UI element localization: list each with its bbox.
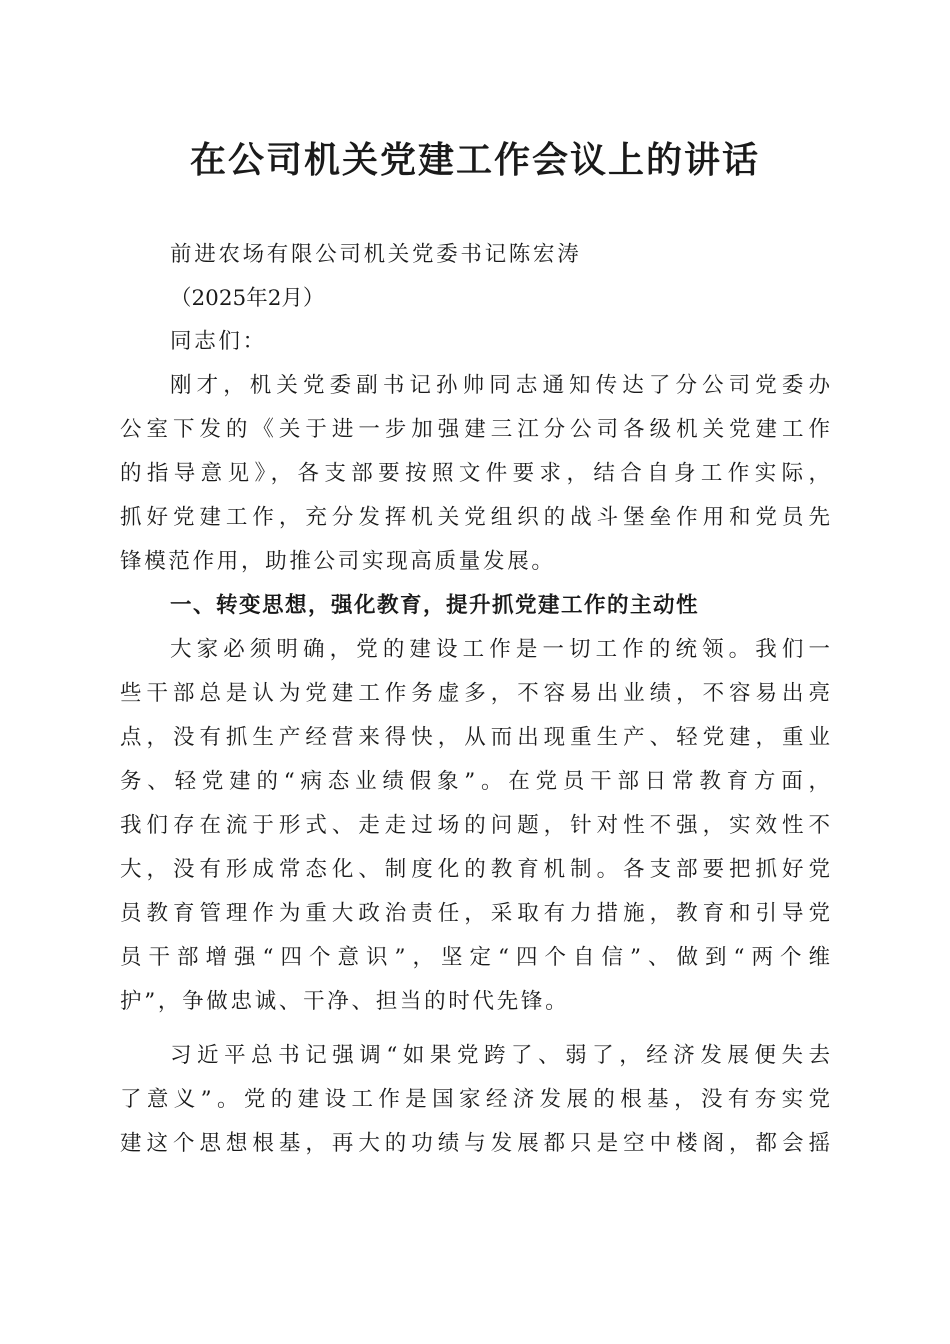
paragraph-line: 抓好党建工作，充分发挥机关党组织的战斗堡垒作用和党员先 <box>120 505 830 530</box>
paragraph-line: 员干部增强“四个意识”，坚定“四个自信”、做到“两个维 <box>120 945 830 970</box>
paragraph-line: 我们存在流于形式、走走过场的问题，针对性不强，实效性不 <box>120 813 830 838</box>
document-title: 在公司机关党建工作会议上的讲话 <box>189 139 760 181</box>
author-line: 前进农场有限公司机关党委书记陈宏涛 <box>170 242 582 267</box>
date-line: （2025年2月） <box>170 286 325 311</box>
paragraph-line: 刚才，机关党委副书记孙帅同志通知传达了分公司党委办 <box>170 373 830 398</box>
paragraph-line: 公室下发的《关于进一步加强建三江分公司各级机关党建工作 <box>120 417 830 442</box>
paragraph-line: 锋模范作用，助推公司实现高质量发展。 <box>120 549 556 574</box>
salutation: 同志们： <box>170 329 267 354</box>
paragraph-line: 了意义”。党的建设工作是国家经济发展的根基，没有夯实党 <box>120 1087 830 1112</box>
paragraph-line: 务、轻党建的“病态业绩假象”。在党员干部日常教育方面， <box>120 769 830 794</box>
section-heading: 一、转变思想，强化教育，提升抓党建工作的主动性 <box>170 593 700 618</box>
paragraph-line: 的指导意见》，各支部要按照文件要求，结合自身工作实际， <box>120 461 830 486</box>
paragraph-line: 些干部总是认为党建工作务虚多，不容易出业绩，不容易出亮 <box>120 681 830 706</box>
paragraph-line: 护”，争做忠诚、干净、担当的时代先锋。 <box>120 989 570 1014</box>
paragraph-line: 点，没有抓生产经营来得快，从而出现重生产、轻党建，重业 <box>120 725 830 750</box>
paragraph-line: 建这个思想根基，再大的功绩与发展都只是空中楼阁，都会摇 <box>120 1131 830 1156</box>
paragraph-line: 大家必须明确，党的建设工作是一切工作的统领。我们一 <box>170 637 830 662</box>
paragraph-line: 习近平总书记强调“如果党跨了、弱了，经济发展便失去 <box>170 1043 830 1068</box>
paragraph-line: 员教育管理作为重大政治责任，采取有力措施，教育和引导党 <box>120 901 830 926</box>
paragraph-line: 大，没有形成常态化、制度化的教育机制。各支部要把抓好党 <box>120 857 830 882</box>
